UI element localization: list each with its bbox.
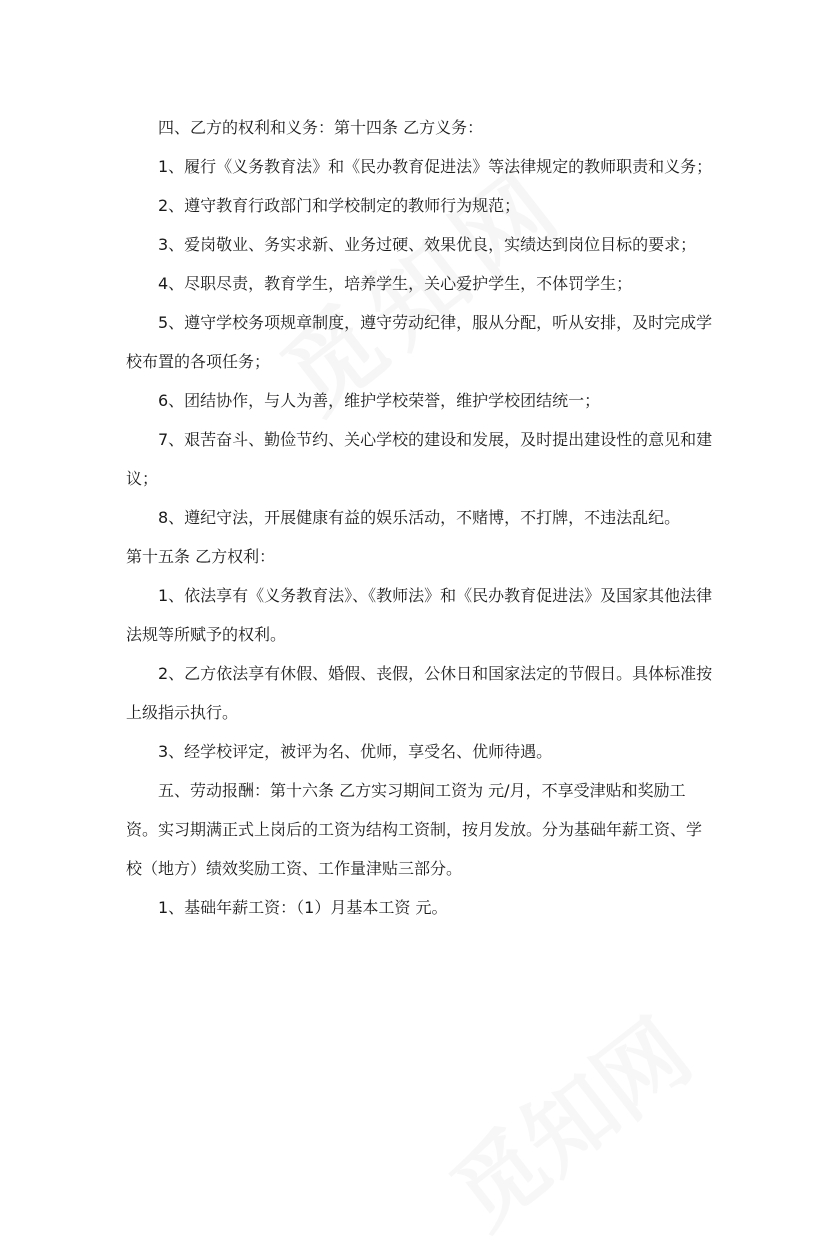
paragraph-right-3: 3、经学校评定，被评为名、优师，享受名、优师待遇。: [158, 742, 553, 761]
paragraph-right-2: 2、乙方依法享有休假、婚假、丧假，公休日和国家法定的节假日。具体标准按上级指示执行。: [126, 664, 713, 722]
section-heading-four: 四、乙方的权利和义务：第十四条 乙方义务：: [158, 118, 484, 137]
paragraph-duty-7: 7、艰苦奋斗、勤俭节约、关心学校的建设和发展，及时提出建设性的意见和建议；: [126, 430, 713, 488]
paragraph-duty-4: 4、尽职尽责，教育学生，培养学生，关心爱护学生，不体罚学生；: [158, 274, 633, 293]
paragraph-duty-2: 2、遵守教育行政部门和学校制定的教师行为规范；: [158, 196, 521, 215]
paragraph-duty-3: 3、爱岗敬业、务实求新、业务过硬、效果优良，实绩达到岗位目标的要求；: [158, 235, 697, 254]
paragraph-duty-1: 1、履行《义务教育法》和《民办教育促进法》等法律规定的教师职责和义务；: [158, 157, 713, 176]
paragraph-duty-5: 5、遵守学校务项规章制度，遵守劳动纪律，服从分配，听从安排，及时完成学校布置的各项任务；: [126, 313, 713, 371]
watermark-bottom: [420, 984, 713, 1252]
paragraph-salary-1: 1、基础年薪工资：（1）月基本工资 元。: [158, 898, 448, 917]
section-heading-five: 五、劳动报酬：第十六条 乙方实习期间工资为 元/月，不享受津贴和奖励工资。实习期满正式上岗后的工资为结构工资制，按月发放。分为基础年薪工资、学校（地方）绩效奖励工资、工作量津贴三部分。: [126, 781, 703, 878]
article-fifteen-heading: 第十五条 乙方权利：: [126, 547, 276, 566]
document-body: [126, 108, 714, 927]
paragraph-right-1: 1、依法享有《义务教育法》、《教师法》和《民办教育促进法》及国家其他法律法规等所赋予的权利。: [126, 586, 713, 644]
paragraph-duty-6: 6、团结协作，与人为善，维护学校荣誉，维护学校团结统一；: [158, 391, 601, 410]
paragraph-duty-8: 8、遵纪守法，开展健康有益的娱乐活动，不赌博，不打牌，不违法乱纪。: [158, 508, 681, 527]
